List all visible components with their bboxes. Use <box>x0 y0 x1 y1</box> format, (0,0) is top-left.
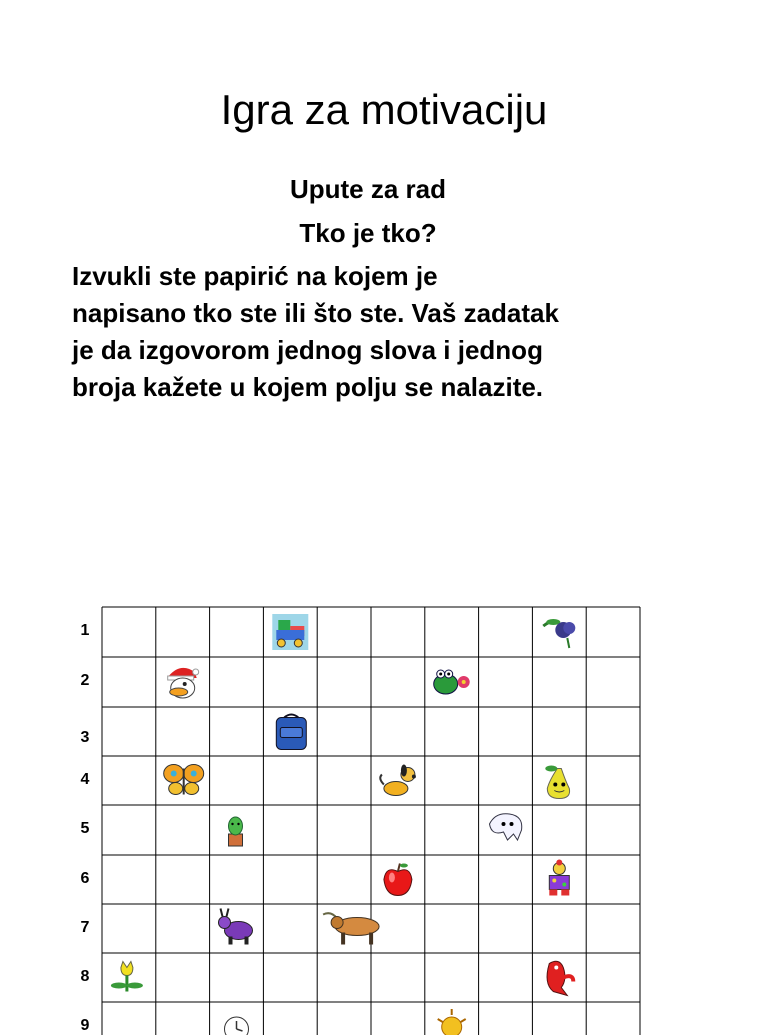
row-label: 7 <box>80 918 90 936</box>
ghost-icon <box>490 814 522 840</box>
tulip-icon <box>111 962 143 992</box>
frog-flower-icon <box>434 670 470 694</box>
dog-icon <box>380 765 416 796</box>
duck-santa-icon <box>168 668 199 698</box>
clown-icon <box>549 860 569 896</box>
dinosaur-icon <box>547 961 573 995</box>
instruction-line: Izvukli ste papirić na kojem je <box>72 261 438 291</box>
pear-icon <box>545 766 569 799</box>
plum-icon <box>543 619 575 648</box>
clock-icon <box>225 1017 249 1035</box>
donkey-icon <box>219 909 253 945</box>
row-label: 2 <box>80 672 90 689</box>
page-title: Igra za motivaciju <box>220 86 548 133</box>
row-label: 8 <box>80 967 90 985</box>
instruction-line: napisano tko ste ili što ste. Vaš zadatak <box>72 298 559 328</box>
sun-icon <box>438 1009 466 1035</box>
cactus-icon <box>229 817 243 846</box>
subtitle: Upute za rad <box>289 174 447 204</box>
apple-icon <box>384 864 412 896</box>
butterfly-icon <box>164 765 204 795</box>
question-heading: Tko je tko? <box>299 218 437 248</box>
train-icon <box>272 614 308 650</box>
row-label: 1 <box>80 622 90 639</box>
row-label: 4 <box>80 770 90 788</box>
row-label: 3 <box>80 728 90 746</box>
instruction-line: broja kažete u kojem polju se nalazite. <box>72 372 544 402</box>
row-label: 5 <box>80 820 90 837</box>
schoolbag-icon <box>276 715 306 750</box>
row-label: 6 <box>80 869 90 887</box>
row-label: 9 <box>80 1017 90 1034</box>
instruction-line: je da izgovorom jednog slova i jednog <box>72 335 543 365</box>
